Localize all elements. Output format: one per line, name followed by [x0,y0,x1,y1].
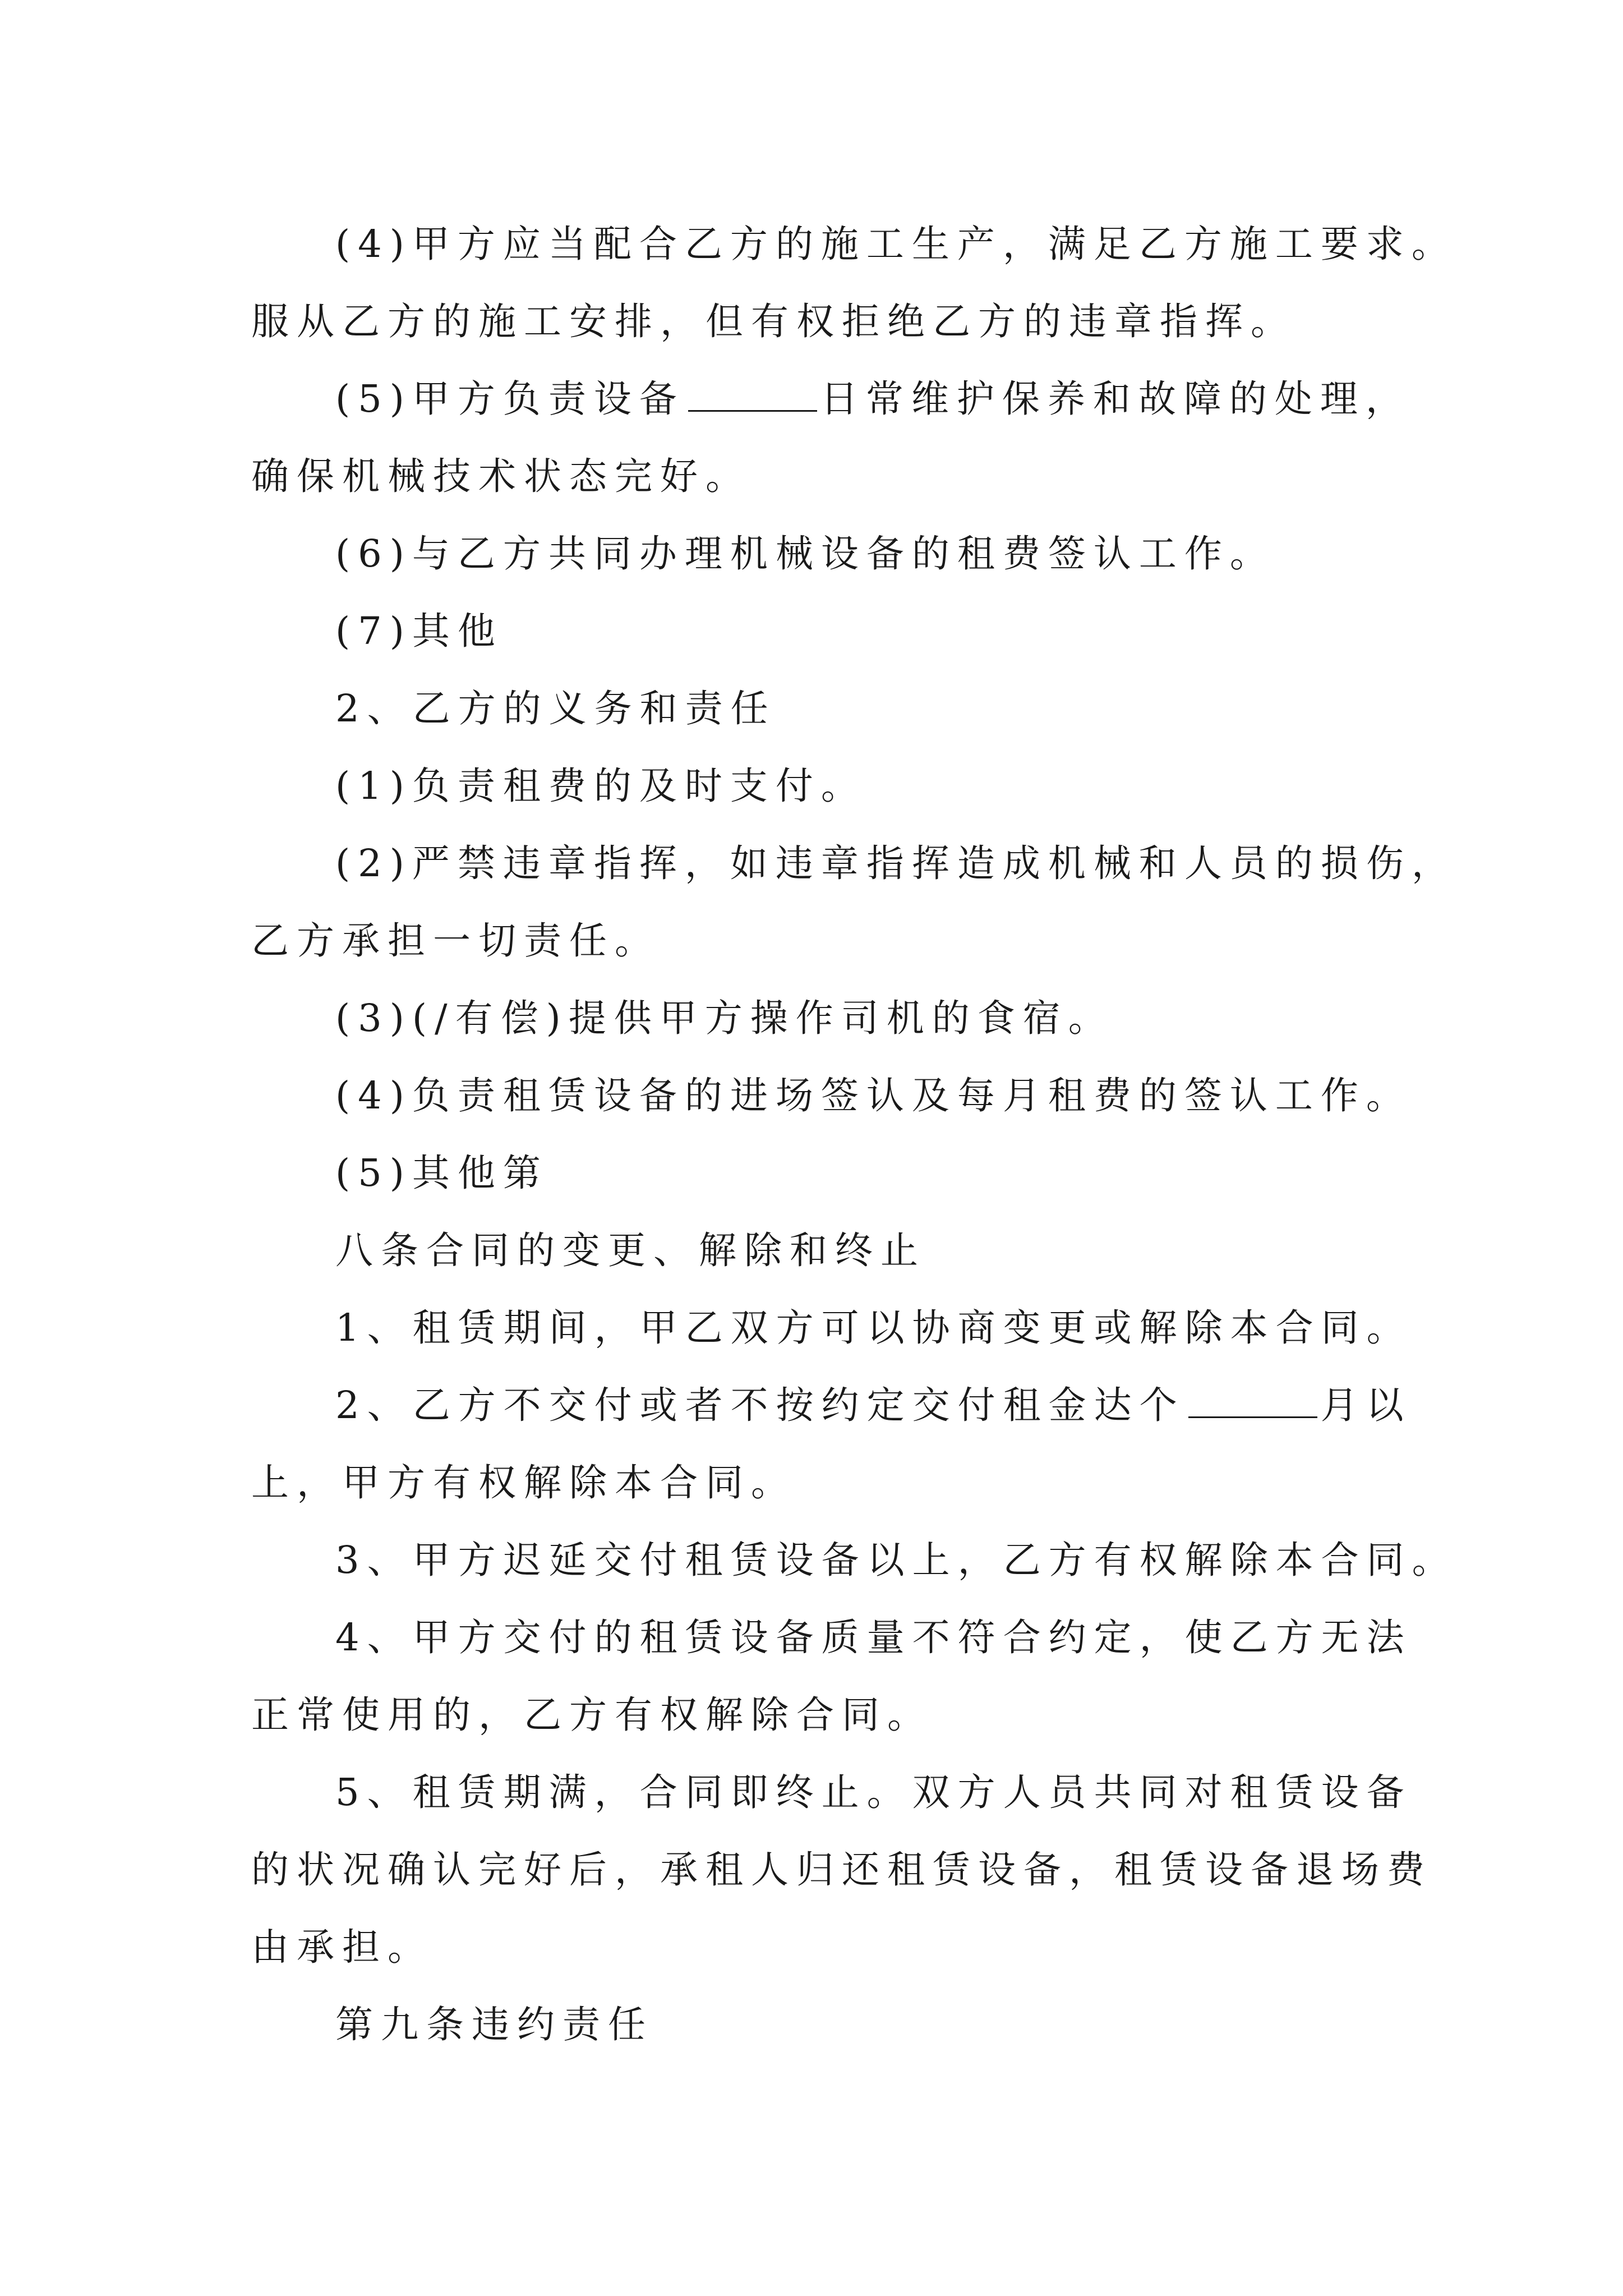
text-line: (3)(/有偿)提供甲方操作司机的食宿。 [335,996,1114,1040]
fill-in-blank [1188,1382,1317,1418]
text-line: (7)其他 [335,609,503,653]
text-line: (4)甲方应当配合乙方的施工生产，满足乙方施工要求。 [335,222,1457,266]
text-line: 3、甲方迟延交付租赁设备以上，乙方有权解除本合同。 [335,1538,1458,1582]
text-segment: (5)甲方负责设备 [335,377,685,421]
text-line: 服从乙方的施工安排，但有权拒绝乙方的违章指挥。 [251,300,1296,343]
text-line: (4)负责租赁设备的进场签认及每月租费的签认工作。 [335,1074,1412,1117]
document-body [251,205,1458,2063]
text-line [251,360,1411,438]
text-line: 正常使用的，乙方有权解除合同。 [251,1693,933,1737]
text-line: 上，甲方有权解除本合同。 [251,1461,796,1504]
text-line [251,1366,1412,1444]
text-line: 由承担。 [251,1925,433,1969]
text-line: (6)与乙方共同办理机械设备的租费签认工作。 [335,532,1275,576]
fill-in-blank [688,375,817,412]
text-segment: 日常维护保养和故障的处理， [820,377,1411,421]
text-segment: 月以 [1320,1383,1412,1427]
section-heading: 八条合同的变更、解除和终止 [335,1228,926,1272]
text-line: (1)负责租费的及时支付。 [335,764,866,808]
text-line: 确保机械技术状态完好。 [251,454,751,498]
section-heading: 第九条违约责任 [335,2003,653,2046]
text-line: 5、租赁期满，合同即终止。双方人员共同对租赁设备 [335,1770,1412,1814]
text-segment: 2、乙方不交付或者不按约定交付租金达个 [335,1383,1185,1427]
text-line: 的状况确认完好后，承租人归还租赁设备，租赁设备退场费 [251,1848,1432,1892]
text-line: (2)严禁违章指挥，如违章指挥造成机械和人员的损伤， [335,841,1457,885]
text-line: 乙方承担一切责任。 [251,919,660,963]
text-line: 1、租赁期间，甲乙双方可以协商变更或解除本合同。 [335,1306,1412,1350]
text-line: (5)其他第 [335,1151,548,1195]
section-heading: 2、乙方的义务和责任 [335,687,776,730]
text-line: 4、甲方交付的租赁设备质量不符合约定，使乙方无法 [335,1616,1412,1659]
